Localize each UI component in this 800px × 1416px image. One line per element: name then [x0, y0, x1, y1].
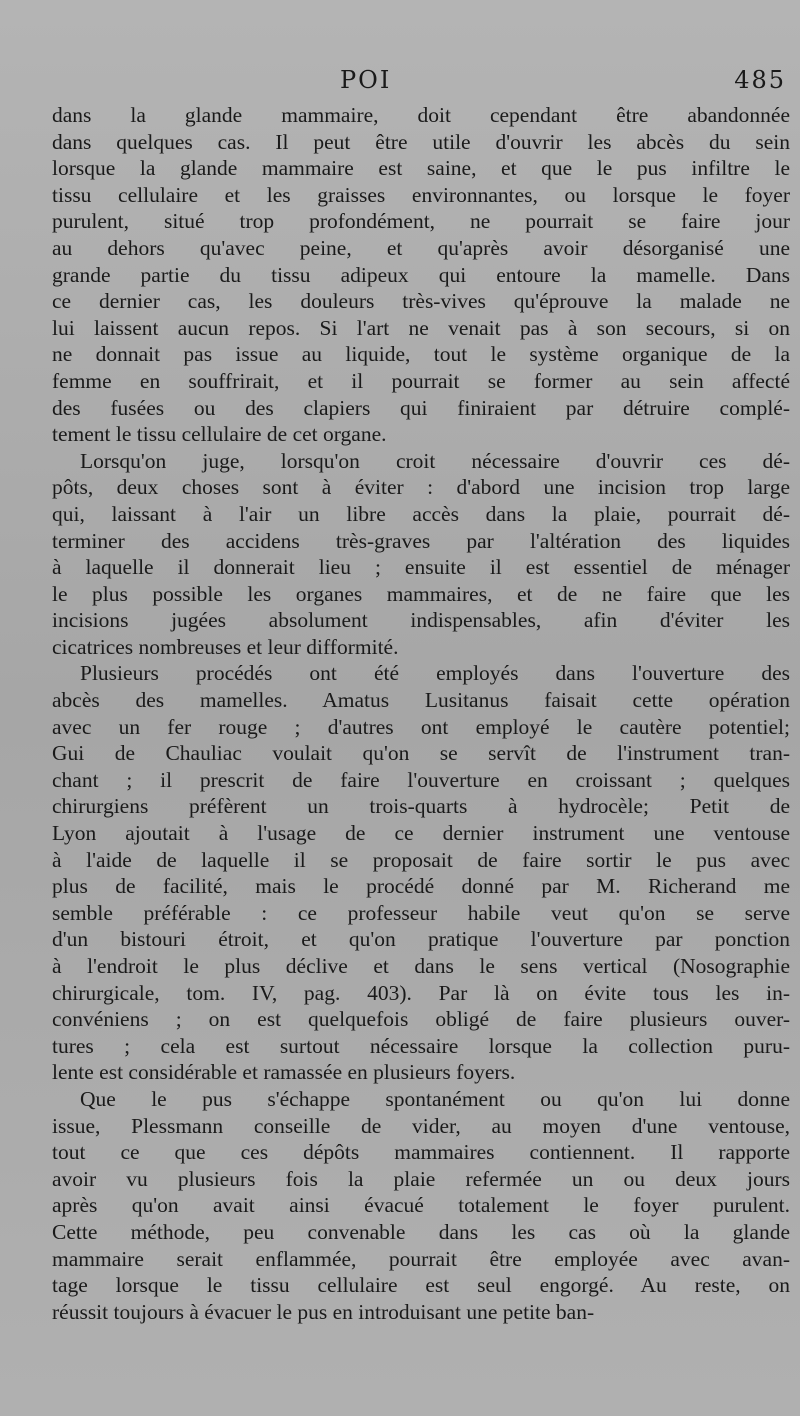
text-line: lente est considérable et ramassée en plusieurs foyers.: [52, 1060, 516, 1085]
running-header: [52, 66, 790, 102]
paragraph: [52, 660, 790, 1086]
text-line: Cette méthode, peu convenable dans les cas où la glande: [52, 1219, 790, 1244]
text-line: dans quelques cas. Il peut être utile d'ouvrir les abcès du sein: [52, 129, 790, 154]
text-line: pôts, deux choses sont à éviter : d'abord une incision trop large: [52, 475, 790, 500]
text-line: lorsque la glande mammaire est saine, et que le pus infiltre le: [52, 156, 790, 181]
text-line: chirurgicale, tom. IV, pag. 403). Par là on évite tous les in-: [52, 980, 790, 1005]
text-line: réussit toujours à évacuer le pus en introduisant une petite ban-: [52, 1299, 595, 1324]
text-line: Lyon ajoutait à l'usage de ce dernier instrument une ventouse: [52, 821, 790, 846]
text-line: au dehors qu'avec peine, et qu'après avoir désorganisé une: [52, 235, 790, 260]
text-line: ne donnait pas issue au liquide, tout le système organique de la: [52, 342, 790, 367]
text-line: dans la glande mammaire, doit cependant être abandonnée: [52, 103, 790, 127]
text-line: purulent, situé trop profondément, ne pourrait se faire jour: [52, 209, 790, 234]
body-text: [52, 102, 790, 1325]
text-line: cicatrices nombreuses et leur difformité.: [52, 634, 399, 659]
text-line: à l'endroit le plus déclive et dans le sens vertical (Nosographie: [52, 954, 790, 978]
text-line: abcès des mamelles. Amatus Lusitanus faisait cette opération: [52, 688, 790, 713]
text-line: tout ce que ces dépôts mammaires contiennent. Il rapporte: [52, 1140, 790, 1165]
paragraph: [52, 102, 790, 448]
text-line: tage lorsque le tissu cellulaire est seul engorgé. Au reste, on: [52, 1273, 790, 1298]
text-line: qui, laissant à l'air un libre accès dans la plaie, pourrait dé-: [52, 501, 790, 526]
text-line: incisions jugées absolument indispensables, afin d'éviter les: [52, 608, 790, 633]
text-line: ce dernier cas, les douleurs très-vives qu'éprouve la malade ne: [52, 289, 790, 314]
text-line: le plus possible les organes mammaires, et de ne faire que les: [52, 581, 790, 606]
text-line: issue, Plessmann conseille de vider, au moyen d'une ventouse,: [52, 1113, 790, 1138]
text-line: Gui de Chauliac voulait qu'on se servît de l'instrument tran-: [52, 741, 790, 766]
text-line: mammaire serait enflammée, pourrait être employée avec avan-: [52, 1246, 790, 1271]
text-line: tement le tissu cellulaire de cet organe.: [52, 422, 387, 447]
text-line: à l'aide de laquelle il se proposait de faire sortir le pus avec: [52, 847, 790, 872]
running-title: POI: [340, 66, 392, 94]
text-line: Lorsqu'on juge, lorsqu'on croit nécessaire d'ouvrir ces dé-: [80, 448, 790, 473]
text-line: des fusées ou des clapiers qui finiraient par détruire complé-: [52, 395, 790, 420]
text-line: chant ; il prescrit de faire l'ouverture en croissant ; quelques: [52, 767, 790, 792]
page-number: 485: [734, 66, 786, 94]
text-line: tissu cellulaire et les graisses environnantes, ou lorsque le foyer: [52, 182, 790, 207]
text-line: semble préférable : ce professeur habile veut qu'on se serve: [52, 900, 790, 925]
text-line: terminer des accidens très-graves par l'altération des liquides: [52, 528, 790, 553]
text-line: avoir vu plusieurs fois la plaie refermée un ou deux jours: [52, 1166, 790, 1191]
text-line: chirurgiens préfèrent un trois-quarts à hydrocèle; Petit de: [52, 794, 790, 819]
text-line: plus de facilité, mais le procédé donné par M. Richerand me: [52, 874, 790, 899]
text-line: d'un bistouri étroit, et qu'on pratique l'ouverture par ponction: [52, 927, 790, 952]
text-line: grande partie du tissu adipeux qui entoure la mamelle. Dans: [52, 262, 790, 287]
text-line: femme en souffrirait, et il pourrait se former au sein affecté: [52, 368, 790, 393]
text-line: à laquelle il donnerait lieu ; ensuite il est essentiel de ménager: [52, 555, 790, 580]
text-line: tures ; cela est surtout nécessaire lorsque la collection puru-: [52, 1033, 790, 1058]
text-line: après qu'on avait ainsi évacué totalement le foyer purulent.: [52, 1193, 790, 1218]
paragraph: [52, 1086, 790, 1325]
text-line: avec un fer rouge ; d'autres ont employé le cautère potentiel;: [52, 714, 790, 739]
text-line: convéniens ; on est quelquefois obligé de faire plusieurs ouver-: [52, 1007, 790, 1032]
paragraph: [52, 448, 790, 661]
text-line: lui laissent aucun repos. Si l'art ne venait pas à son secours, si on: [52, 315, 790, 340]
text-line: Que le pus s'échappe spontanément ou qu'on lui donne: [80, 1086, 790, 1111]
text-line: Plusieurs procédés ont été employés dans l'ouverture des: [80, 661, 790, 686]
